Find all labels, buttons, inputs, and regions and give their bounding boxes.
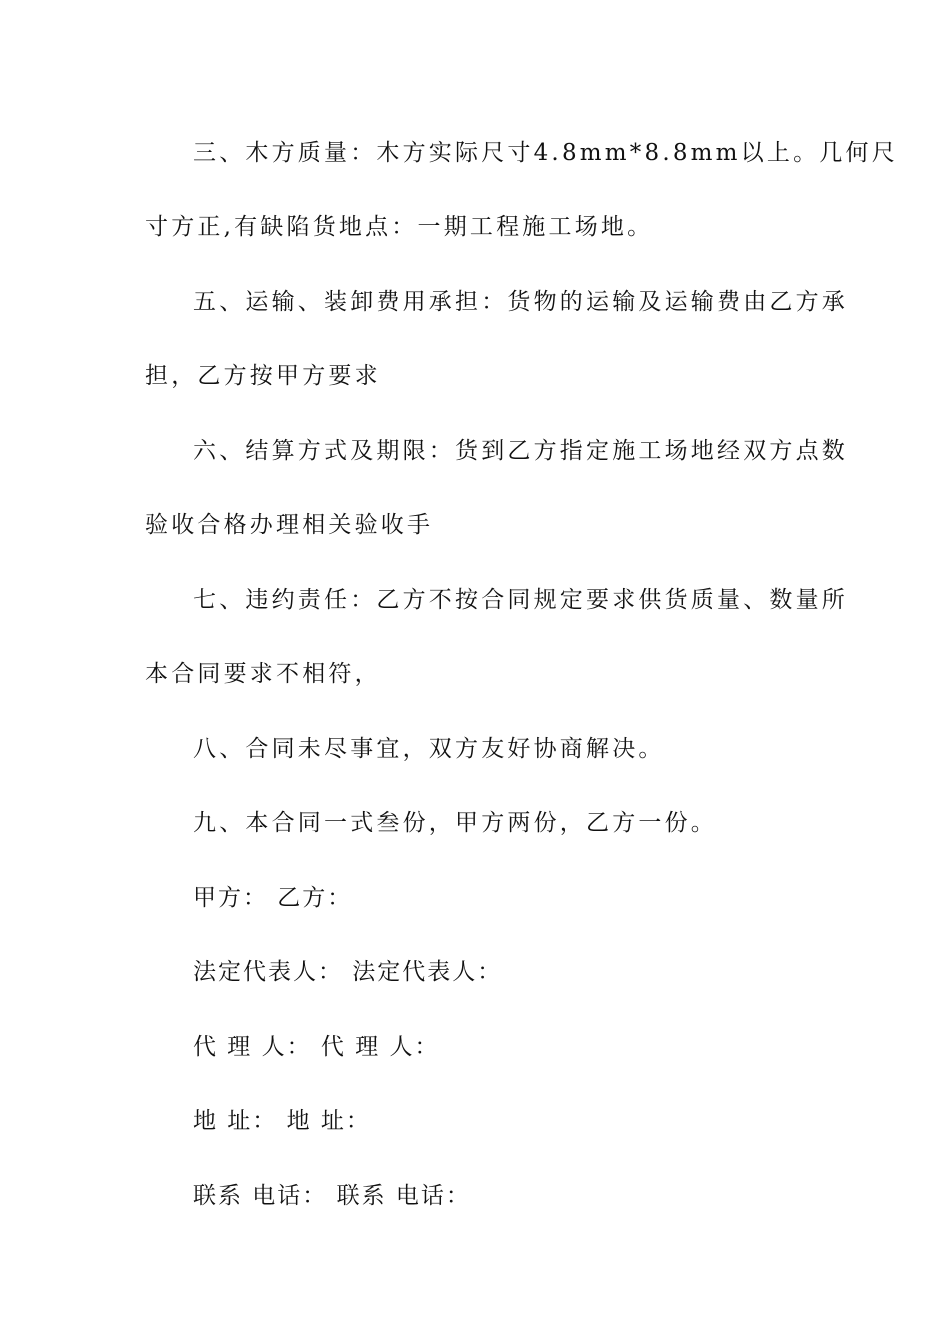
signature-legal-rep: 法定代表人： 法定代表人： [193,959,503,985]
clause-5-line-2: 担，乙方按甲方要求 [145,363,381,389]
signature-party: 甲方： 乙方： [193,885,353,911]
clause-7-line-2: 本合同要求不相符， [145,661,381,687]
clause-7-line-1: 七、违约责任：乙方不按合同规定要求供货质量、数量所 [193,587,848,613]
clause-6-line-2: 验收合格办理相关验收手 [145,512,434,538]
clause-6-line-1: 六、结算方式及期限：货到乙方指定施工场地经双方点数 [193,438,848,464]
clause-8: 八、合同未尽事宜，双方友好协商解决。 [193,736,665,762]
signature-address: 地 址： 地 址： [193,1108,371,1134]
clause-9: 九、本合同一式叁份，甲方两份，乙方一份。 [193,810,717,836]
signature-phone: 联系 电话： 联系 电话： [193,1183,471,1209]
signature-agent: 代 理 人： 代 理 人： [193,1034,440,1060]
clause-3-line-2: 寸方正,有缺陷货地点：一期工程施工场地。 [145,214,654,240]
clause-5-line-1: 五、运输、装卸费用承担：货物的运输及运输费由乙方承 [193,289,848,315]
clause-3-line-1: 三、木方质量：木方实际尺寸4.8mm*8.8mm以上。几何尺 [193,140,898,166]
